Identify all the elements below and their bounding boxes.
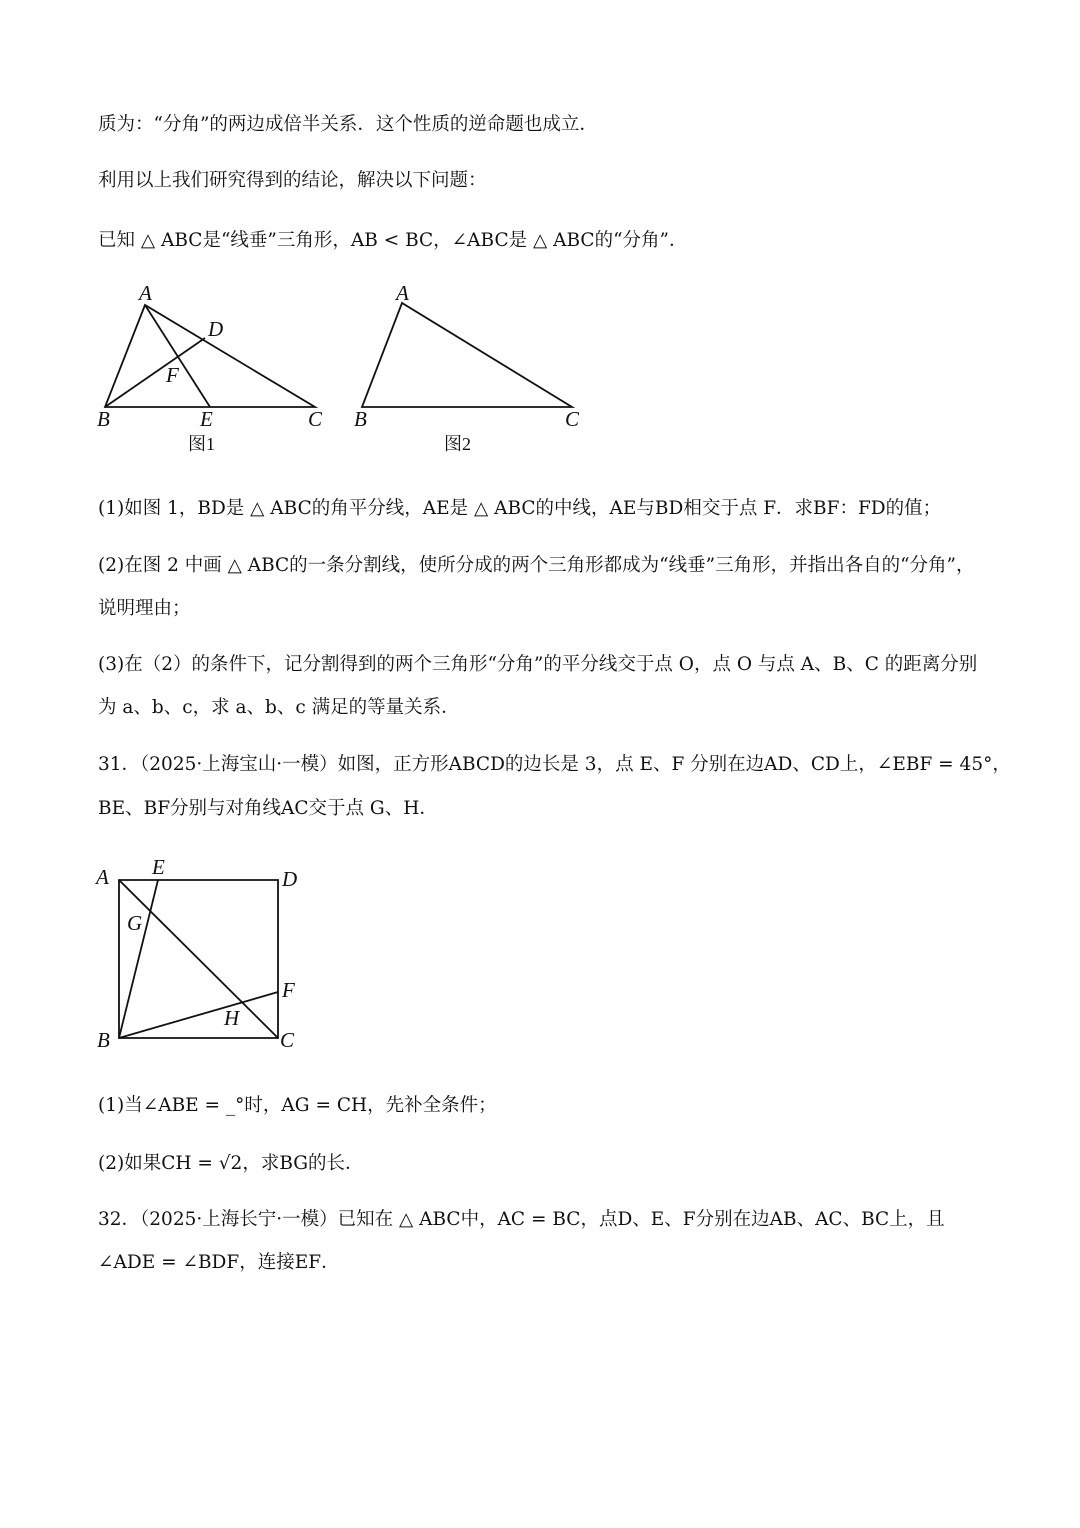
label-a: A xyxy=(396,281,409,305)
problem-31-line-2: BE、BF分别与对角线AC交于点 G、H． xyxy=(98,798,438,819)
segment-be xyxy=(119,880,158,1038)
segment-bd xyxy=(105,338,205,407)
figure-2 xyxy=(350,280,590,460)
label-f: F xyxy=(282,978,295,1002)
figure-square xyxy=(90,850,320,1060)
label-b: B xyxy=(97,1028,110,1052)
label-c: C xyxy=(280,1028,295,1052)
label-b: B xyxy=(354,407,367,431)
caption-figure-1: 图1 xyxy=(188,434,215,454)
text-line-property: 质为：“分角”的两边成倍半关系．这个性质的逆命题也成立． xyxy=(98,114,598,135)
question-3-line-2: 为 a、b、c，求 a、b、c 满足的等量关系． xyxy=(98,697,460,718)
problem-31-question-2: (2)如果CH = √2，求BG的长． xyxy=(98,1153,364,1174)
question-2-line-1: (2)在图 2 中画 △ ABC的一条分割线，使所分成的两个三角形都成为“线垂”三角形，并指出各自的“分角”， xyxy=(98,555,975,576)
text-line-intro: 利用以上我们研究得到的结论，解决以下问题： xyxy=(98,170,487,191)
label-d: D xyxy=(282,867,298,891)
label-g: G xyxy=(127,911,143,935)
segment-ae xyxy=(145,305,210,407)
label-f: F xyxy=(166,363,179,387)
label-a: A xyxy=(96,865,109,889)
label-b: B xyxy=(97,407,110,431)
problem-32-line-1: 32．（2025·上海长宁·一模）已知在 △ ABC中，AC = BC，点D、E、F分别在边AB、AC、BC上，且 xyxy=(98,1209,945,1230)
label-e: E xyxy=(200,407,213,431)
caption-figure-2: 图2 xyxy=(444,434,471,454)
question-3-line-1: (3)在（2）的条件下，记分割得到的两个三角形“分角”的平分线交于点 O，点 O 与点 A、B、C 的距离分别 xyxy=(98,654,978,675)
problem-31-question-1: (1)当∠ABE = _°时，AG = CH，先补全条件； xyxy=(98,1095,497,1116)
label-c: C xyxy=(565,407,580,431)
label-c: C xyxy=(308,407,323,431)
label-e: E xyxy=(152,855,165,879)
label-h: H xyxy=(224,1006,240,1030)
figure-1 xyxy=(90,280,340,460)
question-1: (1)如图 1，BD是 △ ABC的角平分线，AE是 △ ABC的中线，AE与BD相交于点 F．求BF：FD的值； xyxy=(98,498,942,519)
problem-32-line-2: ∠ADE = ∠BDF，连接EF． xyxy=(98,1252,340,1273)
label-d: D xyxy=(208,317,224,341)
triangle-abc-2 xyxy=(362,303,572,407)
problem-31-line-1: 31．（2025·上海宝山·一模）如图，正方形ABCD的边长是 3，点 E、F 分别在边AD、CD上，∠EBF = 45°， xyxy=(98,754,1011,775)
text-line-given: 已知 △ ABC是“线垂”三角形，AB < BC，∠ABC是 △ ABC的“分角”． xyxy=(98,230,688,251)
question-2-line-2: 说明理由； xyxy=(98,598,191,619)
label-a: A xyxy=(139,281,152,305)
